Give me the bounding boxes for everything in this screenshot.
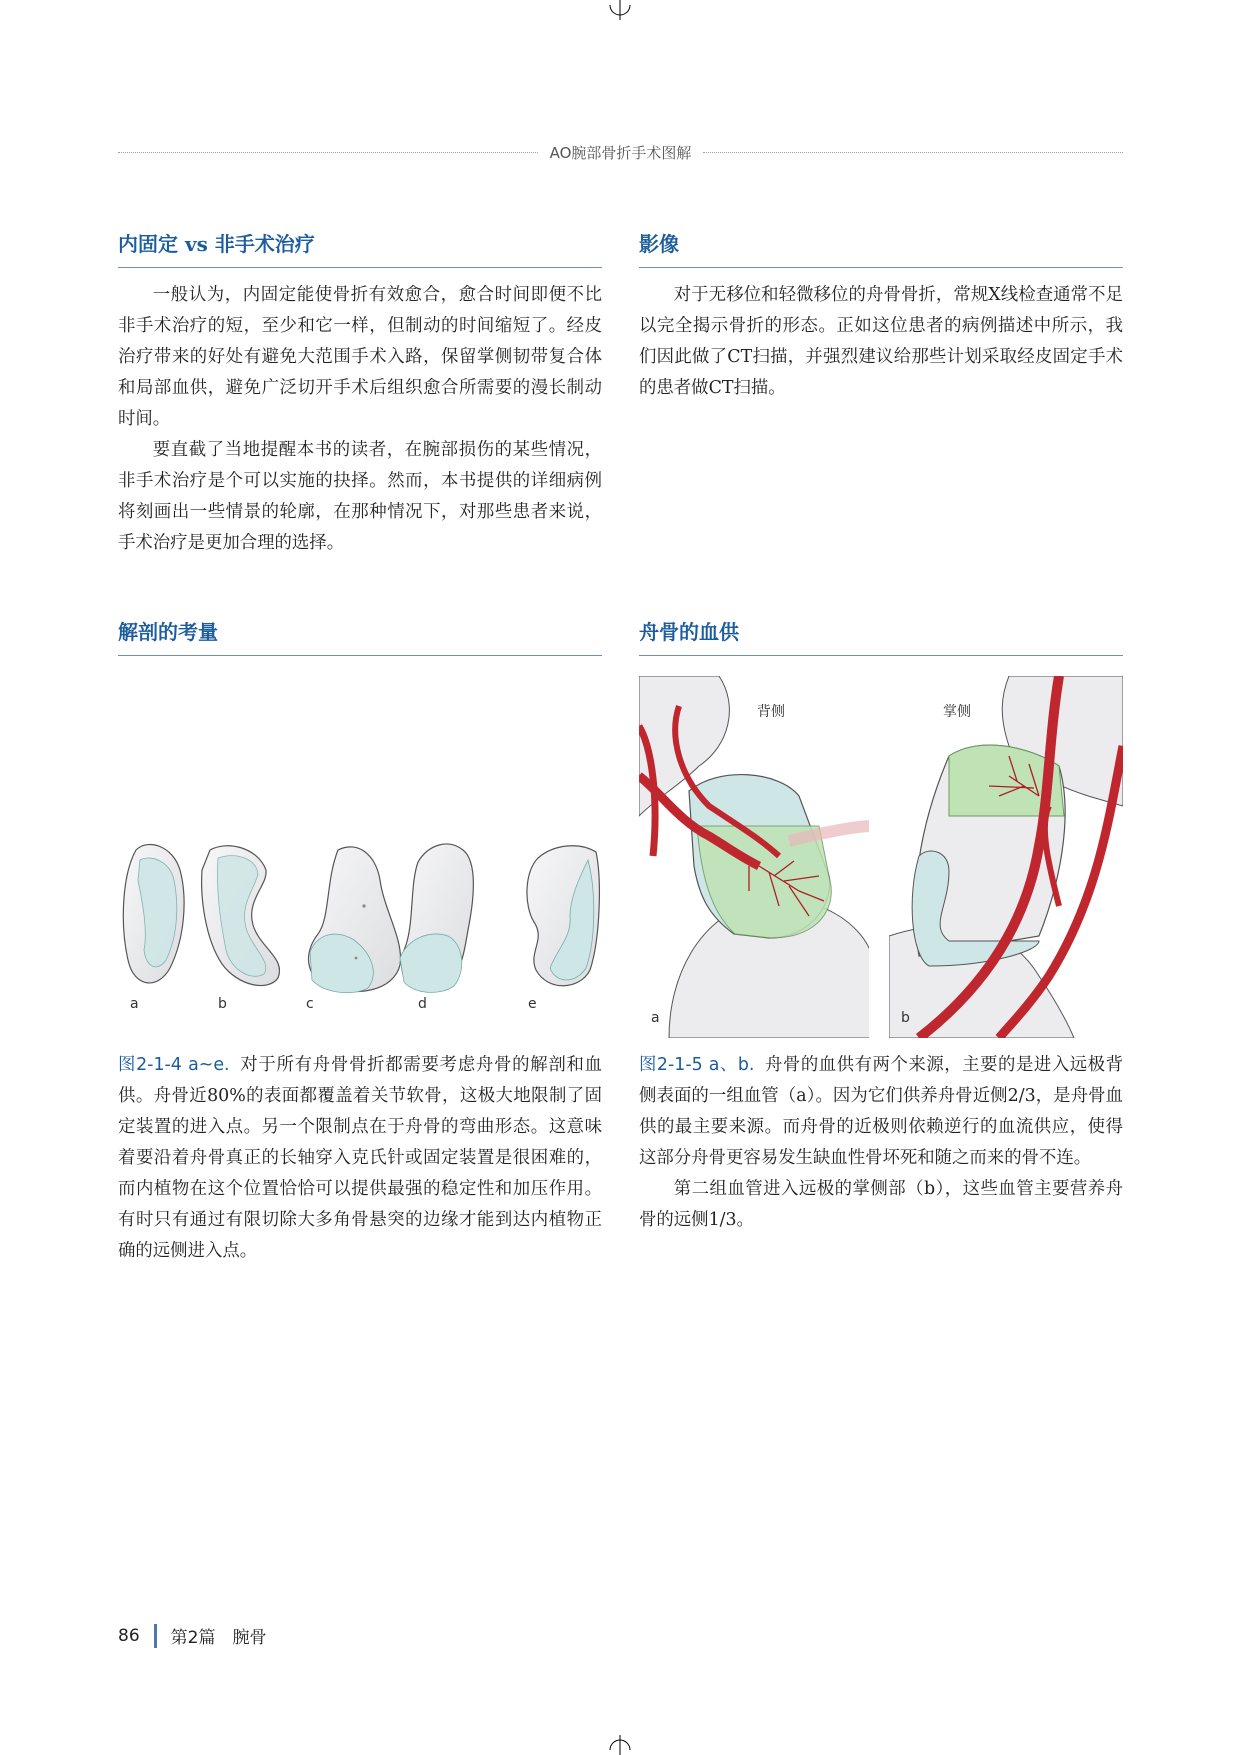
imaging-paragraph-1: 对于无移位和轻微移位的舟骨骨折，常规X线检查通常不足以完全揭示骨折的形态。正如这位患者的病例描述中所示，我们因此做了CT扫描，并强烈建议给那些计划采取经皮固定手术的患者做CT扫描。 [639,285,1123,398]
fig-2-1-4-letter-d: d [418,996,427,1012]
caption-label-fig-2-1-4: 图2-1-4 a~e. [118,1055,230,1075]
section-title-anatomy: 解剖的考量 [118,616,602,656]
fixation-paragraph-2: 要直截了当地提醒本书的读者，在腕部损伤的某些情况，非手术治疗是个可以实施的抉择。然而，本书提供的详细病例将刻画出一些情景的轮廓，在那种情况下，对那些患者来说，手术治疗是更加合理的选择。 [118,440,602,553]
panel-b-letter: b [901,1010,910,1026]
section-blood-supply [639,616,1123,656]
scaphoid-view-b [202,846,280,986]
running-head-rule-right [703,152,1123,153]
figure-blood-supply-panel-a [639,676,872,1038]
caption-label-fig-2-1-5: 图2-1-5 a、b. [639,1055,755,1075]
section-imaging [639,228,1123,404]
section-title-fixation: 内固定 vs 非手术治疗 [118,228,602,268]
caption-fig-2-1-4 [118,1050,602,1267]
panel-a-label-dorsal: 背侧 [757,704,785,720]
fig-2-1-4-letter-a: a [130,996,139,1012]
footer-part-title: 第2篇 腕骨 [170,1628,267,1648]
page-footer [118,1623,266,1648]
running-head [118,140,1123,164]
section-fixation [118,228,602,559]
footer-divider [154,1624,157,1648]
fixation-paragraph-1: 一般认为，内固定能使骨折有效愈合，愈合时间即便不比非手术治疗的短，至少和它一样，但制动的时间缩短了。经皮治疗带来的好处有避免大范围手术入路，保留掌侧韧带复合体和局部血供，避免广泛切开手术后组织愈合所需要的漫长制动时间。 [118,285,602,429]
fig-2-1-4-letter-b: b [218,996,227,1012]
fig-2-1-4-letter-e: e [528,996,537,1012]
panel-b-label-palmar: 掌侧 [943,704,971,720]
running-head-rule-left [118,152,538,153]
section-title-imaging: 影像 [639,228,1123,268]
section-anatomy [118,616,602,656]
section-title-blood-supply: 舟骨的血供 [639,616,1123,656]
caption-fig-2-1-5 [639,1050,1123,1236]
crop-mark-bottom [600,1735,640,1755]
crop-mark-top [600,0,640,20]
scaphoid-view-c [309,847,401,993]
running-head-title: AO腕部骨折手术图解 [549,143,692,162]
blood-supply-paragraph-2: 第二组血管进入远极的掌侧部（b），这些血管主要营养舟骨的远侧1/3。 [639,1179,1123,1230]
panel-a-letter: a [651,1010,660,1026]
caption-text-fig-2-1-4: 对于所有舟骨骨折都需要考虑舟骨的解剖和血供。舟骨近80%的表面都覆盖着关节软骨，这极大地限制了固定装置的进入点。另一个限制点在于舟骨的弯曲形态。这意味着要沿着舟骨真正的长轴穿入克氏针或固定装置是很困难的，而内植物在这个位置恰恰可以提供最强的稳定性和加压作用。有时只有通过有限切除大多角骨悬突的边缘才能到达内植物正确的远侧进入点。 [118,1055,602,1261]
scaphoid-view-a [123,844,184,982]
figure-blood-supply-panel-b [889,676,1123,1038]
figure-scaphoid-views [118,840,602,1020]
scaphoid-view-d [400,844,473,992]
scaphoid-view-e [527,846,599,986]
page-number: 86 [118,1625,140,1646]
fig-2-1-4-letter-c: c [306,996,314,1012]
caption-text-fig-2-1-5: 舟骨的血供有两个来源，主要的是进入远极背侧表面的一组血管（a）。因为它们供养舟骨近侧2/3，是舟骨血供的最主要来源。而舟骨的近极则依赖逆行的血流供应，使得这部分舟骨更容易发生缺血性骨坏死和随之而来的骨不连。 [639,1055,1123,1168]
